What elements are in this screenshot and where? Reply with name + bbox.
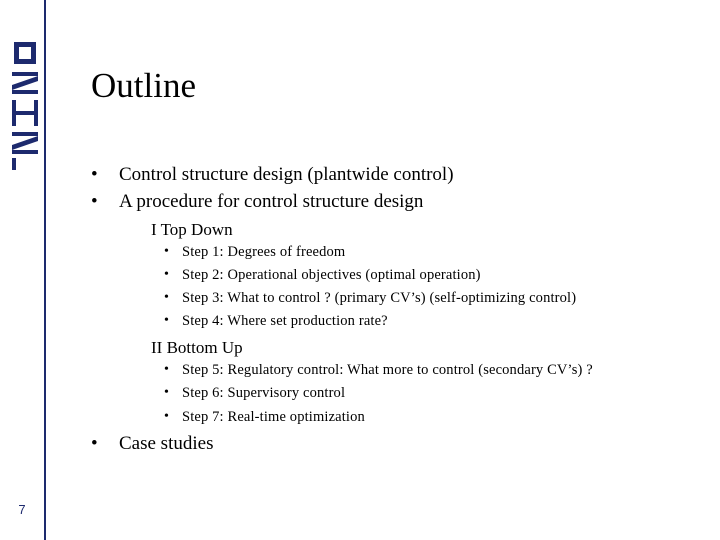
step-text: Step 5: Regulatory control: What more to control (secondary CV’s) ? xyxy=(182,362,593,378)
bullet-icon: • xyxy=(164,244,169,259)
bullet-icon: • xyxy=(164,313,169,328)
bottom-up-heading: II Bottom Up xyxy=(151,338,243,357)
bullet-icon: • xyxy=(164,385,169,400)
bullet-icon: • xyxy=(164,409,169,424)
step-text: Step 7: Real-time optimization xyxy=(182,409,365,425)
bullet-icon: • xyxy=(164,267,169,282)
slide-title: Outline xyxy=(91,66,196,105)
step-text: Step 3: What to control ? (primary CV’s) (self-optimizing control) xyxy=(182,290,577,306)
page-number: 7 xyxy=(18,502,26,517)
bullet-icon: • xyxy=(91,164,98,185)
list-item-text: Case studies xyxy=(119,433,214,454)
step-text: Step 1: Degrees of freedom xyxy=(182,244,346,260)
list-item-text: A procedure for control structure design xyxy=(119,191,424,212)
top-down-heading: I Top Down xyxy=(151,220,233,239)
step-text: Step 4: Where set production rate? xyxy=(182,313,388,329)
bullet-icon: • xyxy=(91,433,98,454)
bullet-icon: • xyxy=(164,362,169,377)
step-text: Step 2: Operational objectives (optimal operation) xyxy=(182,267,481,283)
step-text: Step 6: Supervisory control xyxy=(182,385,346,401)
bullet-icon: • xyxy=(91,191,98,212)
list-item-text: Control structure design (plantwide control) xyxy=(119,164,454,185)
bullet-icon: • xyxy=(164,290,169,305)
